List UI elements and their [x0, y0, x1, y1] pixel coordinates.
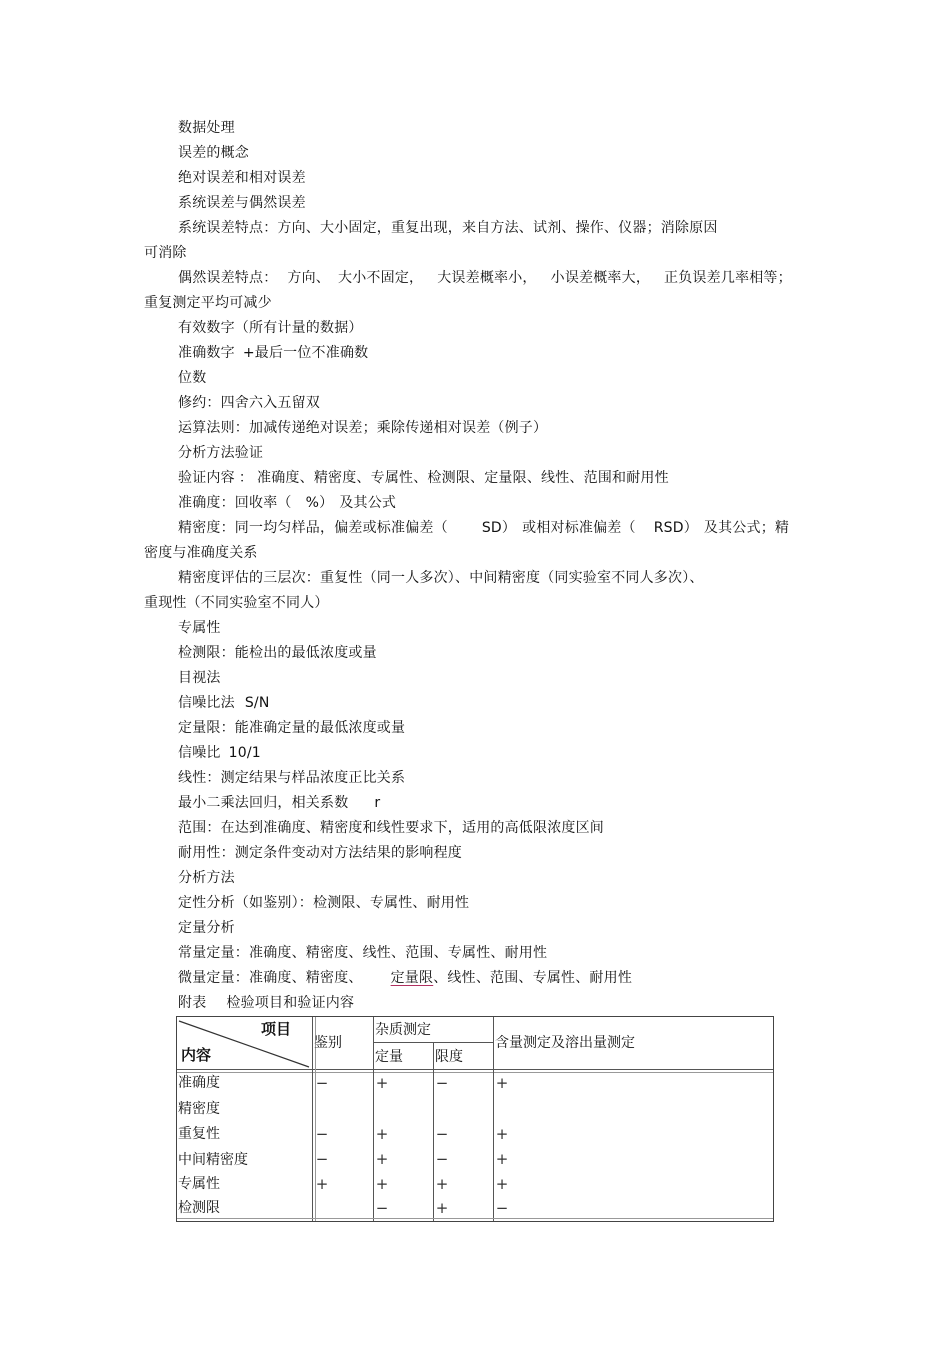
- cell-mark: +: [375, 1125, 389, 1143]
- row-label: 精密度: [178, 1101, 220, 1117]
- header-quant: 定量: [375, 1049, 403, 1065]
- text-span: 大误差概率小，: [437, 270, 537, 286]
- text-span: 准确数字: [178, 345, 235, 361]
- text-span: 验证内容: [178, 470, 235, 486]
- text-line: [178, 968, 632, 988]
- text-span: 大小不固定，: [338, 270, 424, 286]
- header-identification: 鉴别: [314, 1035, 342, 1051]
- text-span: 准确度：回收率（: [178, 495, 292, 511]
- underlined-term: 定量限: [390, 970, 434, 986]
- text-line: 运算法则：加减传递绝对误差；乘除传递相对误差（例子）: [178, 420, 548, 436]
- row-label: 中间精密度: [178, 1152, 248, 1168]
- cell-mark: +: [375, 1150, 389, 1168]
- text-span: 信噪比: [178, 745, 221, 761]
- text-span: 检验项目和验证内容: [226, 995, 355, 1011]
- cell-mark: +: [495, 1175, 509, 1193]
- text-span: 信噪比法: [178, 695, 235, 711]
- table-header-divider: [177, 1069, 773, 1070]
- header-assay: 含量测定及溶出量测定: [495, 1035, 635, 1051]
- text-line: 定性分析（如鉴别）：检测限、专属性、耐用性: [178, 895, 470, 911]
- text-line: 有效数字（所有计量的数据）: [178, 320, 363, 336]
- text-span: S/N: [244, 695, 270, 711]
- heading-data-processing: 数据处理: [178, 120, 235, 136]
- table-header-divider: [177, 1072, 773, 1073]
- cell-mark: −: [435, 1150, 449, 1168]
- corner-label-item: 项目: [261, 1020, 292, 1038]
- text-line: 分析方法: [178, 870, 235, 886]
- text-line: 可消除: [144, 245, 187, 261]
- text-line: 绝对误差和相对误差: [178, 170, 306, 186]
- text-line: [178, 468, 669, 488]
- text-line: [178, 743, 261, 763]
- text-span: 最小二乘法回归，相关系数: [178, 795, 349, 811]
- text-span: +最后一位不准确数: [242, 345, 369, 361]
- text-line: [178, 268, 792, 288]
- text-span: 、线性、范围、专属性、耐用性: [433, 970, 633, 986]
- cell-mark: +: [375, 1074, 389, 1092]
- text-span: %）: [305, 495, 334, 511]
- cell-mark: −: [435, 1125, 449, 1143]
- row-label: 重复性: [178, 1126, 220, 1142]
- text-line: [178, 493, 396, 513]
- cell-mark: +: [495, 1150, 509, 1168]
- text-span: 小误差概率大，: [550, 270, 651, 286]
- table-caption: [178, 993, 354, 1013]
- text-line: [178, 343, 368, 363]
- text-line: 密度与准确度关系: [144, 545, 258, 561]
- text-span: r: [374, 795, 381, 811]
- header-impurity: 杂质测定: [375, 1022, 431, 1038]
- row-label: 检测限: [178, 1200, 220, 1216]
- cell-mark: −: [495, 1199, 509, 1217]
- text-line: 专属性: [178, 620, 221, 636]
- text-span: RSD）: [653, 520, 698, 536]
- text-line: 常量定量：准确度、精密度、线性、范围、专属性、耐用性: [178, 945, 548, 961]
- text-line: 耐用性：测定条件变动对方法结果的影响程度: [178, 845, 462, 861]
- text-span: 微量定量：准确度、精密度、: [178, 970, 363, 986]
- cell-mark: +: [375, 1175, 389, 1193]
- text-line: 修约：四舍六入五留双: [178, 395, 320, 411]
- header-limit: 限度: [435, 1049, 463, 1065]
- table-col-divider: [493, 1017, 494, 1221]
- text-line: 重现性（不同实验室不同人）: [144, 595, 329, 611]
- row-label: 准确度: [178, 1075, 220, 1091]
- cell-mark: +: [495, 1125, 509, 1143]
- text-line: 检测限：能检出的最低浓度或量: [178, 645, 377, 661]
- text-span: ：: [238, 470, 254, 486]
- cell-mark: −: [315, 1125, 329, 1143]
- text-span: 准确度、精密度、专属性、检测限、定量限、线性、范围和耐用性: [257, 470, 669, 486]
- text-span: 方向、: [287, 270, 331, 286]
- text-line: 误差的概念: [178, 145, 249, 161]
- cell-mark: +: [435, 1199, 449, 1217]
- table-bottom-border: [177, 1218, 773, 1219]
- text-line: 分析方法验证: [178, 445, 264, 461]
- text-line: 重复测定平均可减少: [144, 295, 272, 311]
- cell-mark: −: [435, 1074, 449, 1092]
- text-span: 偶然误差特点：: [178, 270, 278, 286]
- cell-mark: +: [435, 1175, 449, 1193]
- text-line: 位数: [178, 370, 207, 386]
- text-span: 附表: [178, 995, 207, 1011]
- text-line: 线性：测定结果与样品浓度正比关系: [178, 770, 406, 786]
- text-span: 或相对标准偏差（: [522, 520, 636, 536]
- text-line: 范围：在达到准确度、精密度和线性要求下，适用的高低限浓度区间: [178, 820, 604, 836]
- text-span: 10/1: [228, 745, 261, 761]
- text-line: [178, 793, 380, 813]
- validation-table: [176, 1016, 774, 1222]
- cell-mark: +: [495, 1074, 509, 1092]
- cell-mark: +: [315, 1175, 329, 1193]
- text-span: SD）: [481, 520, 517, 536]
- corner-label-content: 内容: [181, 1046, 212, 1064]
- text-line: 定量分析: [178, 920, 235, 936]
- text-line: 目视法: [178, 670, 221, 686]
- text-span: 精密度：同一均匀样品，偏差或标准偏差（: [178, 520, 448, 536]
- text-span: 正负误差几率相等；: [664, 270, 792, 286]
- text-line: [178, 518, 789, 538]
- cell-mark: −: [315, 1150, 329, 1168]
- text-line: 定量限：能准确定量的最低浓度或量: [178, 720, 406, 736]
- text-span: 及其公式: [339, 495, 397, 511]
- table-col-divider: [312, 1017, 313, 1221]
- table-col-divider: [373, 1017, 374, 1221]
- cell-mark: −: [315, 1074, 329, 1092]
- text-line: [178, 693, 270, 713]
- table-col-divider: [433, 1042, 434, 1221]
- cell-mark: −: [375, 1199, 389, 1217]
- text-span: 及其公式；精: [703, 520, 790, 536]
- text-line: 系统误差与偶然误差: [178, 195, 306, 211]
- row-label: 专属性: [178, 1176, 220, 1192]
- text-line: 系统误差特点：方向、大小固定，重复出现，来自方法、试剂、操作、仪器；消除原因: [178, 220, 718, 236]
- text-line: 精密度评估的三层次：重复性（同一人多次）、中间精密度（同实验室不同人多次）、: [178, 570, 704, 586]
